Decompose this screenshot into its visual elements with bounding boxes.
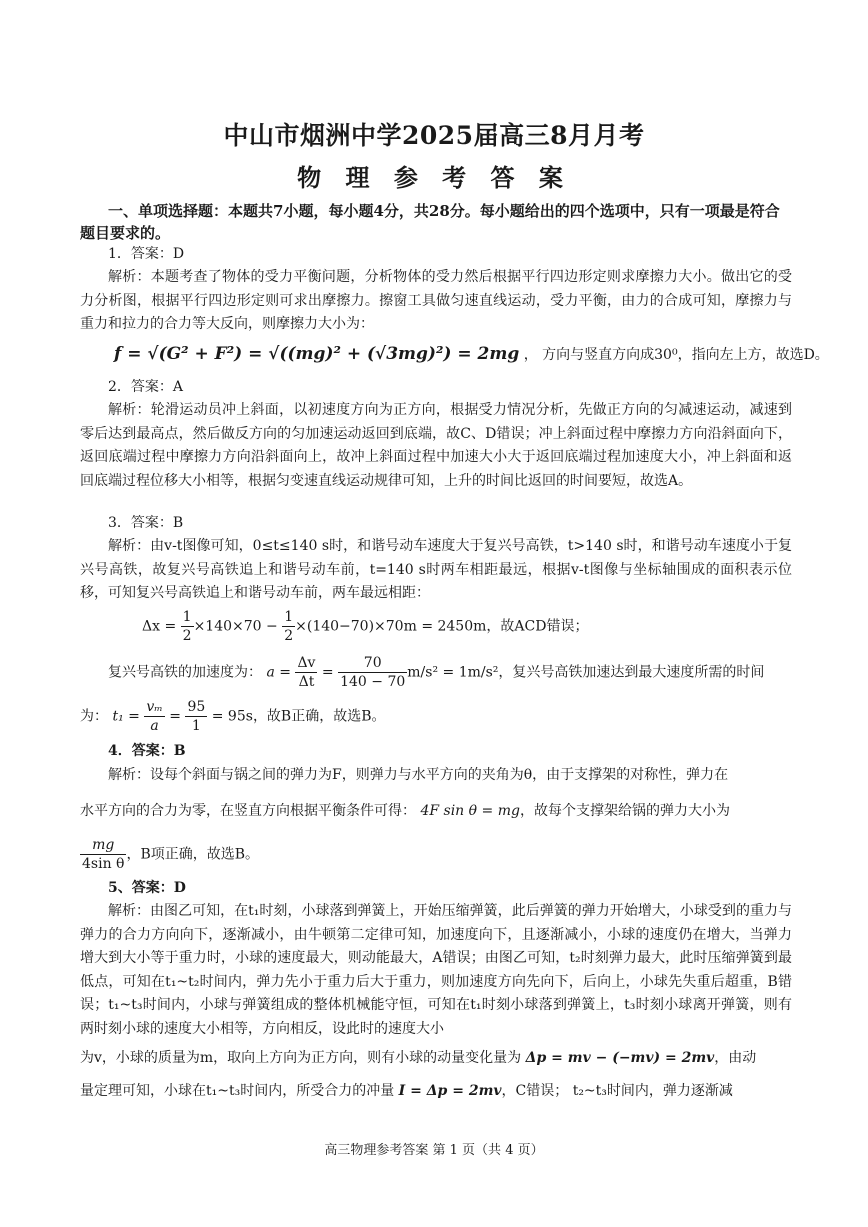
q3-distance-formula (142, 608, 588, 645)
q4-result-tail: ，B项正确，故选B。 (126, 846, 260, 863)
q3-analysis: 解析：由v-t图像可知，0≤t≤140 s时，和谐号动车速度大于复兴号高铁，t>140 s时，和谐号动车速度小于复兴号高铁，故复兴号高铁追上和谐号动车前，t=140 s时两车相距最远，根据v-t图像与坐标轴围成的面积表示位移，可知复兴号高铁追上和谐号动车前，两车最远相距： (80, 538, 792, 602)
q3-acceleration-row (108, 654, 764, 691)
q3-time-lead: 为： (80, 708, 108, 725)
q1-analysis: 解析：本题考查了物体的受力平衡问题，分析物体的受力然后根据平行四边形定则求摩擦力大小。做出它的受力分析图，根据平行四边形定则可求出摩擦力。擦窗工具做匀速直线运动，受力平衡，由力的合成可知，摩擦力与重力和拉力的合力等大反向，则摩擦力大小为： (80, 269, 792, 333)
q3-time-numerator: 95 (187, 699, 206, 715)
q3-time-denominator: 1 (191, 718, 201, 734)
q1-formula: f = √(G² + F²) = √((mg)² + (√3mg)²) = 2mg (114, 344, 520, 364)
q1-answer: 1．答案：D (108, 246, 185, 262)
q5-impulse-formula: I = Δp = 2mv (398, 1083, 502, 1099)
q3-formula-part: Δx = (142, 618, 181, 635)
document-title: 物 理 参 考 答 案 (297, 163, 571, 192)
q3-accel-fraction (338, 654, 407, 691)
q3-accel-symbol: a = (266, 664, 296, 681)
q3-accel-numerator: Δv (297, 655, 316, 671)
q3-time-numerator: vₘ (146, 699, 163, 715)
q3-time-fraction (185, 698, 207, 735)
page-footer: 高三物理参考答案 第 1 页（共 4 页） (324, 1143, 544, 1158)
q4-analysis: 解析：设每个斜面与锅之间的弹力为F，则弹力与水平方向的夹角为θ，由于支撑架的对称性，弹力在 (108, 767, 729, 783)
q4-result-fraction (80, 836, 126, 873)
q3-fraction-numerator: 1 (284, 609, 294, 625)
school-exam-title: 中山市烟洲中学2025届高三8月月考 (223, 121, 645, 150)
q3-accel-denominator: Δt (298, 674, 315, 690)
q5-analysis: 解析：由图乙可知，在t₁时刻，小球落到弹簧上，开始压缩弹簧，此后弹簧的弹力开始增大，小球受到的重力与弹力的合力方向向下，逐渐减小，由牛顿第二定律可知，加速度向下，且逐渐减小，小球的速度仍在增大，当弹力增大到大小等于重力时，小球的速度最大，则动能最大，A错误；由图乙可知，t₂时刻弹力最大，此时压缩弹簧到最低点，可知在t₁~t₂时间内，弹力先小于重力后大于重力，则加速度方向先向下，后向上，小球先失重后超重，B错误；t₁~t₃时间内，小球与弹簧组成的整体机械能守恒，可知在t₁时刻小球落到弹簧上，t₃时刻小球离开弹簧，则有两时刻小球的速度大小相等，方向相反，设此时的速度大小 (80, 903, 792, 1037)
q5-answer: 5、答案：D (108, 880, 186, 896)
q3-fraction-denominator: 2 (284, 628, 294, 644)
q5-momentum-formula: Δp = mv − (−mv) = 2mv (525, 1050, 715, 1066)
q5-momentum-lead: 为v，小球的质量为m，取向上方向为正方向，则有小球的动量变化量为 (80, 1050, 522, 1066)
q3-fraction-half (282, 608, 295, 645)
q5-momentum-tail: ，由动 (714, 1050, 757, 1066)
q3-accel-denominator: 140 − 70 (340, 674, 406, 690)
q3-time-row: 为： t₁ = $\frac{\text{vₘ}}{a}$ = $\frac{95}{1}$ = 95s，故B正确，故选B。 (80, 699, 386, 734)
q1-formula-row (114, 344, 829, 365)
q4-answer: 4．答案：B (108, 743, 186, 759)
q5-impulse-tail: ，C错误； t₂~t₃时间内，弹力逐渐减 (501, 1083, 733, 1099)
q3-time-fraction (144, 698, 165, 735)
q4-fraction-denominator: 4sin θ (82, 856, 125, 872)
q5-impulse-lead: 量定理可知，小球在t₁~t₃时间内，所受合力的冲量 (80, 1083, 395, 1099)
q4-balance-formula: 4F sin θ = mg (420, 803, 520, 819)
q4-balance-lead: 水平方向的合力为零，在竖直方向根据平衡条件可得： (80, 803, 416, 819)
q3-accel-lead: 复兴号高铁的加速度为： (108, 664, 262, 681)
q3-fraction-half (181, 608, 194, 645)
q4-balance-tail: ，故每个支撑架给锅的弹力大小为 (519, 803, 730, 819)
q2-analysis: 解析：轮滑运动员冲上斜面，以初速度方向为正方向，根据受力情况分析，先做正方向的匀减速运动，减速到零后达到最高点，然后做反方向的匀加速运动返回到底端，故C、D错误；冲上斜面过程中摩擦力方向沿斜面向下，返回底端过程中摩擦力方向沿斜面向上，故冲上斜面过程中加速大小大于返回底端过程加速度大小，冲上斜面和返回底端过程位移大小相等，根据匀变速直线运动规律可知，上升的时间比返回的时间要短，故选A。 (80, 402, 792, 489)
q5-momentum-row (80, 1048, 756, 1068)
q4-result-row (80, 836, 259, 873)
q3-answer: 3．答案：B (108, 515, 184, 531)
q3-fraction-numerator: 1 (182, 609, 192, 625)
section-heading: 一、单项选择题：本题共7小题，每小题4分，共28分。每小题给出的四个选项中，只有一项最是符合题目要求的。 (80, 202, 780, 242)
q3-accel-result: m/s² = 1m/s² (407, 664, 499, 681)
q3-time-result: = 95s (207, 708, 253, 725)
q5-impulse-row (80, 1081, 733, 1101)
q3-accel-equals: = (317, 664, 339, 681)
q4-balance-row (80, 801, 730, 821)
q4-fraction-numerator: mg (80, 836, 126, 855)
q3-formula-tail: ，故ACD错误； (486, 618, 589, 635)
q3-time-denominator: a (150, 718, 159, 734)
q3-time-tail: ，故B正确，故选B。 (252, 708, 386, 725)
q3-accel-tail: ，复兴号高铁加速达到最大速度所需的时间 (498, 664, 765, 681)
q3-accel-numerator: 70 (338, 654, 407, 673)
q3-fraction-denominator: 2 (182, 628, 192, 644)
q3-formula-part: ×140×70 − (193, 618, 283, 635)
q2-answer: 2．答案：A (108, 379, 184, 395)
q3-accel-fraction (295, 654, 317, 691)
q1-formula-tail: ， 方向与竖直方向成30⁰，指向左上方，故选D。 (523, 347, 829, 363)
q3-formula-part: ×(140−70)×70m = 2450m (295, 618, 487, 635)
q3-time-symbol: t₁ = (112, 708, 145, 725)
